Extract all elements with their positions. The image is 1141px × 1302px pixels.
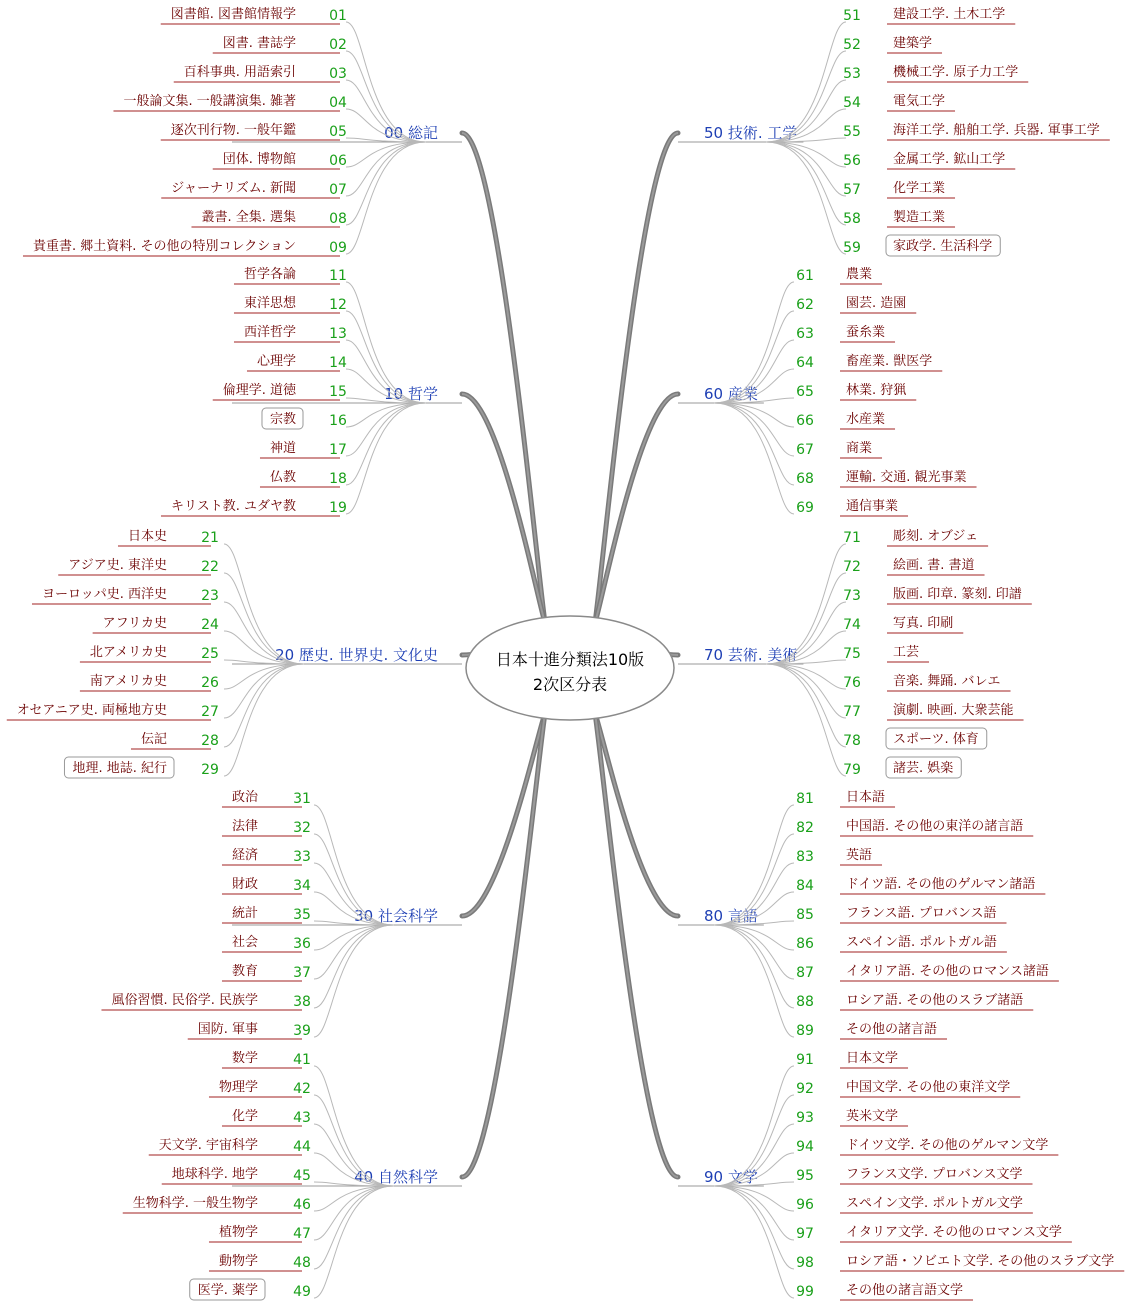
item-number: 39 (293, 1023, 311, 1039)
list-item (209, 1186, 394, 1242)
item-label[interactable]: 金属工学. 鉱山工学 (893, 152, 1006, 167)
item-number: 77 (843, 704, 861, 720)
list-item (766, 122, 1110, 142)
sub-connector (346, 142, 426, 254)
item-label[interactable]: 医学. 薬学 (197, 1283, 258, 1298)
sub-connector (714, 1186, 794, 1298)
item-label[interactable]: 神道 (269, 441, 296, 456)
item-label[interactable]: 彫刻. オブジェ (893, 529, 979, 544)
item-number: 04 (329, 95, 347, 111)
item-number: 91 (796, 1052, 814, 1068)
sub-connector (314, 925, 394, 979)
center-node[interactable] (466, 616, 674, 720)
item-number: 11 (329, 268, 347, 284)
item-label[interactable]: 天文学. 宇宙科学 (158, 1138, 258, 1153)
list-item (714, 1186, 1033, 1213)
item-label[interactable]: 植物学 (218, 1225, 258, 1240)
branch-10 (161, 266, 462, 516)
item-number: 99 (796, 1284, 814, 1300)
branch-00 (23, 6, 462, 256)
item-number: 02 (329, 37, 347, 53)
item-label[interactable]: 団体. 博物館 (222, 152, 296, 167)
item-label[interactable]: ヨーロッパ史. 西洋史 (41, 587, 167, 602)
item-label[interactable]: キリスト教. ユダヤ教 (170, 499, 296, 514)
branch-30 (101, 790, 462, 1039)
sub-connector (766, 142, 846, 225)
item-label[interactable]: 仏教 (269, 470, 296, 485)
item-label[interactable]: 哲学各論 (243, 267, 296, 282)
item-label[interactable]: 海洋工学. 船舶工学. 兵器. 軍事工学 (893, 123, 1100, 138)
sub-connector (714, 925, 794, 979)
sub-connector (224, 664, 304, 747)
item-number: 72 (843, 559, 861, 575)
item-number: 83 (796, 849, 814, 865)
item-label[interactable]: 家政学. 生活科学 (893, 239, 993, 254)
main-connector (462, 133, 545, 623)
item-number: 62 (796, 297, 814, 313)
item-number: 07 (329, 182, 347, 198)
sub-connector (766, 142, 846, 196)
item-number: 18 (329, 471, 347, 487)
item-number: 23 (201, 588, 219, 604)
item-label[interactable]: オセアニア史. 両極地方史 (16, 703, 167, 718)
item-number: 26 (201, 675, 219, 691)
item-label[interactable]: アジア史. 東洋史 (68, 558, 167, 573)
item-label[interactable]: 演劇. 映画. 大衆芸能 (893, 703, 1014, 718)
item-number: 34 (293, 878, 311, 894)
branch-20 (7, 528, 462, 778)
item-number: 97 (796, 1226, 814, 1242)
item-label[interactable]: 中国語. その他の東洋の諸言語 (846, 819, 1024, 834)
item-number: 94 (796, 1139, 814, 1155)
item-number: 69 (796, 500, 814, 516)
item-label[interactable]: イタリア文学. その他のロマンス文学 (846, 1225, 1062, 1240)
sub-connector (224, 664, 304, 689)
item-label[interactable]: 音楽. 舞踊. バレエ (893, 674, 1001, 689)
branch-label: 00 総記 (384, 124, 438, 142)
item-number: 54 (843, 95, 861, 111)
item-number: 64 (796, 355, 814, 371)
branch-label: 80 言語 (704, 907, 758, 925)
branch-label: 30 社会科学 (354, 907, 438, 925)
item-number: 05 (329, 124, 347, 140)
list-item (7, 664, 304, 720)
list-item (161, 142, 426, 198)
item-number: 85 (796, 907, 814, 923)
item-label[interactable]: 諸芸. 娯楽 (893, 761, 954, 776)
sub-connector (714, 403, 794, 514)
item-label[interactable]: スペイン語. ポルトガル語 (846, 935, 997, 950)
item-label[interactable]: 一般論文集. 一般講演集. 雑著 (123, 94, 296, 109)
item-label[interactable]: 教育 (231, 964, 258, 979)
item-label[interactable]: 数学 (231, 1051, 258, 1066)
item-number: 15 (329, 384, 347, 400)
item-label[interactable]: 風俗習慣. 民俗学. 民族学 (111, 993, 258, 1008)
main-connector (462, 713, 545, 1177)
sub-connector (314, 1186, 394, 1298)
item-label[interactable]: 統計 (231, 906, 258, 921)
item-number: 75 (843, 646, 861, 662)
item-number: 33 (293, 849, 311, 865)
item-label[interactable]: 電気工学 (893, 94, 946, 109)
item-label[interactable]: 建築学 (893, 36, 933, 51)
item-number: 17 (329, 442, 347, 458)
item-number: 19 (329, 500, 347, 516)
item-number: 38 (293, 994, 311, 1010)
branch-label: 60 産業 (704, 385, 758, 403)
sub-connector (224, 664, 304, 776)
item-number: 55 (843, 124, 861, 140)
item-number: 58 (843, 211, 861, 227)
item-number: 03 (329, 66, 347, 82)
branch-label: 40 自然科学 (354, 1168, 438, 1186)
sub-connector (314, 1186, 394, 1269)
item-number: 87 (796, 965, 814, 981)
item-label[interactable]: 英語 (846, 848, 873, 863)
item-label[interactable]: 英米文学 (846, 1109, 899, 1124)
item-label[interactable]: 経済 (231, 848, 258, 863)
item-label[interactable]: 心理学 (256, 354, 296, 369)
item-label[interactable]: 機械工学. 原子力工学 (893, 65, 1019, 80)
sub-connector (346, 142, 426, 167)
main-connector-highlight (595, 133, 678, 623)
item-label[interactable]: ロシア語. その他のスラブ諸語 (846, 993, 1024, 1008)
item-label[interactable]: 園芸. 造園 (846, 296, 907, 311)
list-item (123, 1186, 394, 1213)
main-connector-highlight (462, 133, 545, 623)
item-label[interactable]: 政治 (231, 790, 258, 805)
sub-connector (314, 1186, 394, 1211)
item-number: 25 (201, 646, 219, 662)
item-number: 71 (843, 530, 861, 546)
item-number: 29 (201, 762, 219, 778)
item-number: 08 (329, 211, 347, 227)
item-number: 35 (293, 907, 311, 923)
list-item (80, 664, 304, 691)
center-title-line1: 日本十進分類法10版 (495, 650, 645, 669)
item-label[interactable]: ロシア語・ソビエト文学. その他のスラブ文学 (846, 1254, 1115, 1269)
branch-label: 10 哲学 (384, 385, 438, 403)
item-label[interactable]: 東洋思想 (243, 296, 296, 311)
sub-connector (346, 142, 426, 225)
item-label[interactable]: 工芸 (893, 645, 920, 660)
item-label[interactable]: その他の諸言語文学 (846, 1283, 964, 1298)
item-number: 24 (201, 617, 219, 633)
sub-connector (766, 664, 846, 689)
item-number: 53 (843, 66, 861, 82)
item-label[interactable]: 中国文学. その他の東洋文学 (846, 1080, 1011, 1095)
item-label[interactable]: 水産業 (846, 412, 886, 427)
main-connector (595, 713, 678, 1177)
item-number: 84 (796, 878, 814, 894)
item-number: 52 (843, 37, 861, 53)
item-number: 44 (293, 1139, 311, 1155)
list-item (766, 664, 1024, 720)
item-number: 31 (293, 791, 311, 807)
list-item (766, 664, 1011, 691)
item-number: 81 (796, 791, 814, 807)
list-item (714, 403, 895, 429)
branch-label: 70 芸術. 美術 (704, 646, 798, 664)
item-number: 37 (293, 965, 311, 981)
item-label[interactable]: 動物学 (218, 1254, 258, 1269)
item-number: 27 (201, 704, 219, 720)
list-item (766, 142, 1015, 169)
item-label[interactable]: スペイン文学. ポルトガル文学 (846, 1196, 1023, 1211)
item-number: 48 (293, 1255, 311, 1271)
item-number: 89 (796, 1023, 814, 1039)
branch-50 (678, 6, 1110, 256)
sub-connector (346, 403, 426, 485)
item-number: 98 (796, 1255, 814, 1271)
sub-connector (766, 664, 846, 747)
branch-70 (678, 529, 1032, 778)
item-number: 42 (293, 1081, 311, 1097)
item-number: 88 (796, 994, 814, 1010)
item-number: 22 (201, 559, 219, 575)
item-number: 32 (293, 820, 311, 836)
item-label[interactable]: フランス文学. プロバンス文学 (846, 1167, 1023, 1182)
item-number: 95 (796, 1168, 814, 1184)
item-label[interactable]: 絵画. 書. 書道 (893, 558, 975, 573)
sub-connector (766, 664, 846, 776)
branch-80 (678, 789, 1059, 1039)
item-number: 14 (329, 355, 347, 371)
item-number: 82 (796, 820, 814, 836)
sub-connector (346, 403, 426, 514)
sub-connector (714, 925, 794, 1037)
item-label[interactable]: 国防. 軍事 (197, 1022, 258, 1037)
item-label[interactable]: 生物科学. 一般生物学 (132, 1196, 258, 1211)
item-label[interactable]: 日本語 (846, 790, 886, 805)
branch-90 (678, 1050, 1124, 1300)
item-label[interactable]: イタリア語. その他のロマンス諸語 (846, 964, 1049, 979)
item-number: 21 (201, 530, 219, 546)
item-number: 76 (843, 675, 861, 691)
item-label[interactable]: アフリカ史 (102, 616, 167, 631)
sub-connector (314, 925, 394, 950)
item-label[interactable]: 蚕糸業 (846, 325, 886, 340)
item-label[interactable]: 林業. 狩猟 (846, 383, 907, 398)
item-label[interactable]: 写真. 印刷 (893, 616, 954, 631)
item-label[interactable]: 商業 (846, 441, 873, 456)
item-label[interactable]: その他の諸言語 (846, 1022, 938, 1037)
item-label[interactable]: 通信事業 (846, 499, 899, 514)
item-number: 67 (796, 442, 814, 458)
item-number: 65 (796, 384, 814, 400)
item-number: 28 (201, 733, 219, 749)
item-number: 74 (843, 617, 861, 633)
item-label[interactable]: 百科事典. 用語索引 (183, 65, 296, 80)
item-number: 56 (843, 153, 861, 169)
item-number: 51 (843, 8, 861, 24)
sub-connector (766, 664, 846, 718)
item-number: 96 (796, 1197, 814, 1213)
item-label[interactable]: 建設工学. 土木工学 (893, 7, 1006, 22)
item-label[interactable]: 西洋哲学 (243, 325, 296, 340)
sub-connector (766, 142, 846, 254)
item-label[interactable]: 運輸. 交通. 観光事業 (846, 470, 967, 485)
item-number: 13 (329, 326, 347, 342)
sub-connector (314, 925, 394, 1008)
item-label[interactable]: ドイツ文学. その他のゲルマン文学 (846, 1138, 1049, 1153)
item-number: 49 (293, 1284, 311, 1300)
item-number: 68 (796, 471, 814, 487)
item-label[interactable]: 日本史 (127, 529, 167, 544)
item-label[interactable]: 伝記 (140, 732, 167, 747)
item-number: 61 (796, 268, 814, 284)
sub-connector (766, 142, 846, 167)
sub-connector (314, 1186, 394, 1240)
item-number: 09 (329, 240, 347, 256)
item-label[interactable]: 社会 (231, 935, 258, 950)
item-number: 16 (329, 413, 347, 429)
list-item (188, 925, 394, 1039)
item-label[interactable]: 宗教 (269, 412, 296, 427)
item-label[interactable]: スポーツ. 体育 (893, 732, 979, 747)
item-number: 79 (843, 762, 861, 778)
item-label[interactable]: 地球科学. 地学 (171, 1167, 258, 1182)
sub-connector (714, 1186, 794, 1269)
item-label[interactable]: 倫理学. 道徳 (222, 383, 296, 398)
branch-label: 20 歴史. 世界史. 文化史 (275, 646, 438, 664)
item-label[interactable]: 地理. 地誌. 紀行 (72, 761, 167, 776)
item-number: 73 (843, 588, 861, 604)
item-label[interactable]: 図書館. 図書館情報学 (170, 7, 296, 22)
item-number: 12 (329, 297, 347, 313)
item-label[interactable]: 日本文学 (846, 1051, 899, 1066)
item-label[interactable]: 版画. 印章. 篆刻. 印譜 (893, 587, 1022, 602)
item-label[interactable]: フランス語. プロバンス語 (846, 906, 997, 921)
item-number: 57 (843, 182, 861, 198)
item-number: 47 (293, 1226, 311, 1242)
item-label[interactable]: ドイツ語. その他のゲルマン諸語 (846, 877, 1036, 892)
branch-label: 90 文学 (704, 1168, 758, 1186)
branch-40 (123, 1050, 462, 1300)
item-label[interactable]: 物理学 (218, 1080, 258, 1095)
main-connector-highlight (462, 713, 545, 1177)
item-label[interactable]: 化学工業 (893, 181, 946, 196)
item-label[interactable]: 農業 (846, 267, 873, 282)
sub-connector (346, 403, 426, 456)
item-number: 06 (329, 153, 347, 169)
item-number: 86 (796, 936, 814, 952)
branch-label: 50 技術. 工学 (704, 124, 798, 142)
item-number: 41 (293, 1052, 311, 1068)
list-item (714, 1167, 1033, 1186)
list-item (32, 586, 304, 664)
branch-60 (678, 266, 977, 516)
list-item (714, 1186, 1072, 1242)
item-label[interactable]: 財政 (231, 877, 258, 892)
item-number: 01 (329, 8, 347, 24)
item-label[interactable]: 製造工業 (893, 210, 946, 225)
sub-connector (714, 403, 794, 485)
sub-connector (714, 1186, 794, 1240)
item-label[interactable]: 南アメリカ史 (89, 674, 167, 689)
item-number: 45 (293, 1168, 311, 1184)
sub-connector (714, 925, 794, 1008)
item-label[interactable]: 貴重書. 郷土資料. その他の特別コレクション (32, 239, 296, 254)
item-number: 43 (293, 1110, 311, 1126)
item-number: 59 (843, 240, 861, 256)
item-number: 93 (796, 1110, 814, 1126)
item-label[interactable]: 法律 (231, 819, 258, 834)
item-label[interactable]: ジャーナリズム. 新聞 (171, 181, 296, 196)
item-number: 46 (293, 1197, 311, 1213)
sub-connector (346, 142, 426, 196)
center-title-line2: 2次区分表 (532, 675, 608, 694)
main-connector (595, 133, 678, 623)
item-label[interactable]: 北アメリカ史 (89, 645, 167, 660)
sub-connector (714, 1186, 794, 1211)
item-number: 92 (796, 1081, 814, 1097)
item-number: 63 (796, 326, 814, 342)
sub-connector (224, 664, 304, 718)
sub-connector (314, 925, 394, 1037)
sub-connector (714, 403, 794, 456)
item-label[interactable]: 化学 (231, 1109, 258, 1124)
sub-connector (714, 925, 794, 950)
item-number: 78 (843, 733, 861, 749)
main-connector-highlight (595, 713, 678, 1177)
item-label[interactable]: 逐次刊行物. 一般年鑑 (170, 123, 296, 138)
item-number: 36 (293, 936, 311, 952)
item-label[interactable]: 図書. 書誌学 (222, 36, 296, 51)
item-label[interactable]: 叢書. 全集. 選集 (201, 210, 296, 225)
item-number: 66 (796, 413, 814, 429)
item-label[interactable]: 畜産業. 獣医学 (846, 354, 933, 369)
